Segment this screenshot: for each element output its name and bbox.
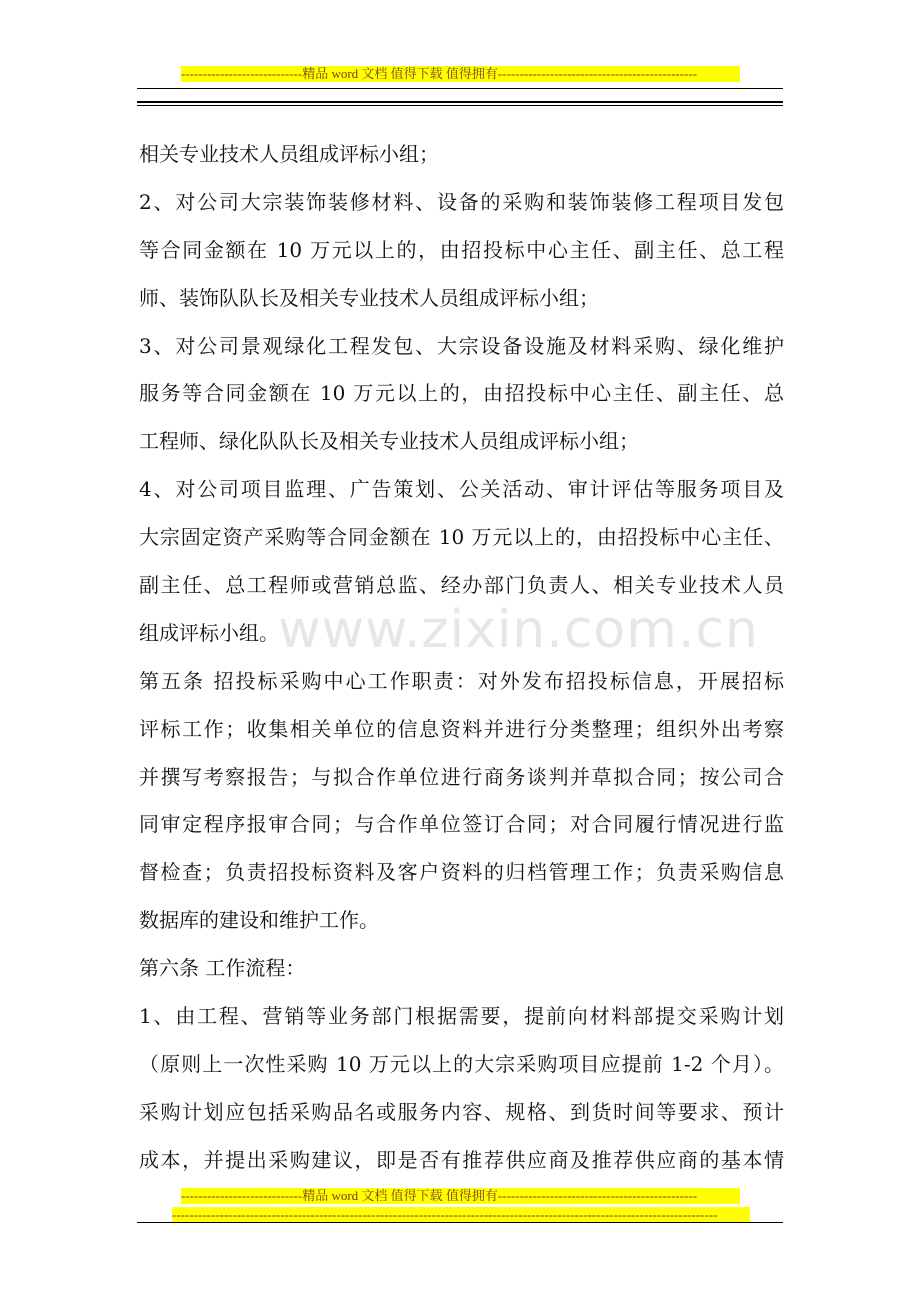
watermark: www.zixin.com.cn — [278, 600, 759, 660]
text-line: 3、对公司景观绿化工程发包、大宗设备设施及材料采购、绿化维护 — [139, 333, 784, 358]
text-line: 相关专业技术人员组成评标小组； — [139, 142, 439, 166]
footer-dash-line: ------------------------------------------------------------------------------------------------------------------------------ — [172, 1207, 750, 1223]
header-rule-double-bottom — [137, 105, 783, 106]
header-banner: ----------------------------精品 word 文档 值得下载 值得拥有---------------------------------------------- — [181, 66, 740, 82]
text-line: 评标工作；收集相关单位的信息资料并进行分类整理；组织外出考察 — [139, 716, 784, 741]
text-line: 成本，并提出采购建议，即是否有推荐供应商及推荐供应商的基本情 — [139, 1147, 784, 1172]
text-line: 同审定程序报审合同；与合作单位签订合同；对合同履行情况进行监 — [139, 812, 784, 837]
text-line: 2、对公司大宗装饰装修材料、设备的采购和装饰装修工程项目发包 — [139, 189, 784, 214]
text-line: 4、对公司项目监理、广告策划、公关活动、审计评估等服务项目及 — [139, 477, 784, 502]
header-rule-double-top — [137, 101, 783, 103]
text-line: 并撰写考察报告；与拟合作单位进行商务谈判并草拟合同；按公司合 — [139, 764, 784, 789]
text-line: 采购计划应包括采购品名或服务内容、规格、到货时间等要求、预计 — [139, 1099, 784, 1124]
text-line: （原则上一次性采购 10 万元以上的大宗采购项目应提前 1-2 个月）。 — [139, 1051, 784, 1076]
text-line: 等合同金额在 10 万元以上的，由招投标中心主任、副主任、总工程 — [139, 237, 784, 262]
text-line: 工程师、绿化队队长及相关专业技术人员组成评标小组； — [139, 429, 639, 454]
footer-rule — [137, 1222, 783, 1223]
footer-banner: ----------------------------精品 word 文档 值得下载 值得拥有---------------------------------------------- — [181, 1188, 740, 1204]
text-line: 督检查；负责招投标资料及客户资料的归档管理工作；负责采购信息 — [139, 860, 784, 885]
text-line: 大宗固定资产采购等合同金额在 10 万元以上的，由招投标中心主任、 — [139, 525, 784, 550]
text-line: 服务等合同金额在 10 万元以上的，由招投标中心主任、副主任、总 — [139, 381, 784, 406]
text-line: 1、由工程、营销等业务部门根据需要，提前向材料部提交采购计划 — [139, 1004, 784, 1029]
text-line: 师、装饰队队长及相关专业技术人员组成评标小组； — [139, 285, 599, 310]
text-line: 组成评标小组。 — [139, 620, 279, 645]
document-body — [139, 134, 784, 1188]
text-line: 数据库的建设和维护工作。 — [139, 908, 379, 933]
text-line: 第五条 招投标采购中心工作职责：对外发布招投标信息，开展招标 — [139, 668, 784, 693]
text-line: 第六条 工作流程： — [139, 956, 306, 981]
header-rule-thin — [137, 88, 783, 89]
text-line: 副主任、总工程师或营销总监、经办部门负责人、相关专业技术人员 — [139, 573, 784, 598]
